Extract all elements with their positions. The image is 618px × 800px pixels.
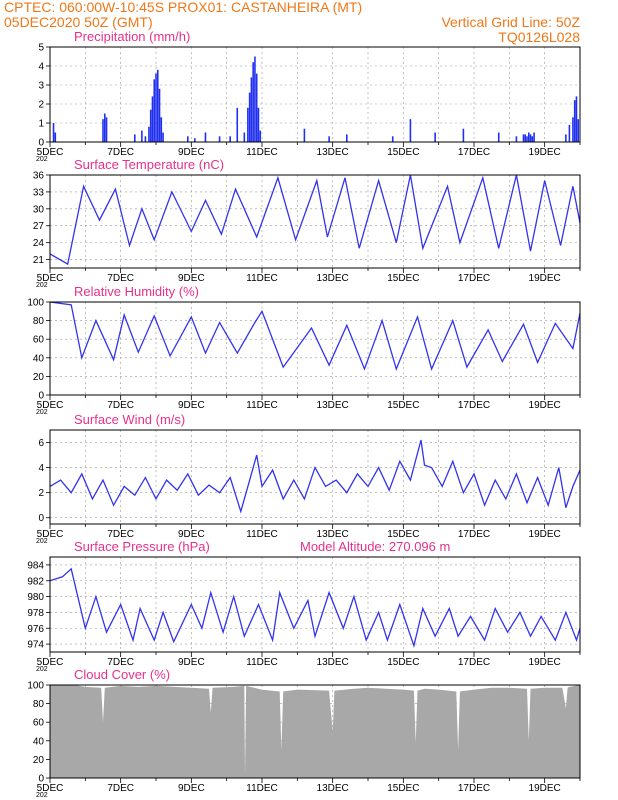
precipitation-bar: [145, 136, 147, 142]
x-date-label: 13DEC: [316, 783, 349, 794]
x-date-label: 7DEC: [107, 657, 135, 668]
x-date-label: 13DEC: [316, 147, 349, 158]
header-model-code: TQ0126L028: [498, 29, 580, 45]
panels: [27, 29, 580, 799]
x-date-label: 17DEC: [457, 657, 491, 668]
x-date-label: 9DEC: [177, 657, 205, 668]
humidity-line: [50, 302, 580, 369]
y-tick-label: 3: [38, 80, 44, 92]
y-tick-label: 5: [38, 42, 44, 54]
x-date-label: 7DEC: [107, 783, 135, 794]
precipitation-bar: [516, 136, 518, 142]
x-date-label: 9DEC: [177, 147, 205, 158]
y-tick-label: 978: [27, 607, 44, 619]
x-date-label: 11DEC: [246, 783, 278, 794]
y-tick-label: 60: [32, 334, 44, 346]
header-grid-note: Vertical Grid Line: 50Z: [441, 14, 580, 30]
x-date-label: 9DEC: [177, 529, 205, 540]
precipitation-bar: [434, 133, 436, 143]
panel-frame: [50, 430, 580, 524]
y-tick-label: 24: [32, 238, 44, 250]
precipitation-bar: [152, 96, 154, 142]
x-date-label: 5DEC: [36, 273, 64, 284]
pressure-line: [50, 569, 580, 646]
x-date-label: 9DEC: [177, 273, 205, 284]
precipitation-bar: [205, 133, 207, 143]
precipitation-bar: [304, 129, 306, 142]
precipitation-bar: [153, 79, 155, 142]
x-date-label: 15DEC: [387, 400, 420, 411]
x-date-label: 15DEC: [387, 783, 420, 794]
x-date-label: 11DEC: [246, 529, 278, 540]
x-date-label: 15DEC: [387, 273, 420, 284]
panel-frame: [50, 302, 580, 395]
x-year-label: 202: [36, 282, 48, 289]
precipitation-bar: [249, 93, 251, 142]
x-date-label: 7DEC: [107, 273, 135, 284]
x-date-label: 9DEC: [177, 400, 205, 411]
precipitation-bar: [463, 129, 465, 142]
precipitation-bar: [187, 136, 189, 142]
y-tick-label: 980: [27, 592, 44, 604]
x-year-label: 202: [36, 538, 48, 545]
y-tick-label: 80: [32, 316, 44, 328]
precipitation-bar: [55, 133, 57, 143]
precipitation-bar: [577, 119, 579, 142]
precipitation-bar: [569, 125, 571, 142]
y-tick-label: 21: [32, 255, 44, 267]
precipitation-bar: [141, 131, 143, 142]
x-date-label: 15DEC: [387, 529, 420, 540]
y-tick-label: 100: [27, 297, 44, 309]
y-tick-label: 80: [32, 699, 44, 711]
precipitation-bar: [346, 134, 348, 142]
y-tick-label: 974: [27, 639, 44, 651]
precipitation-bar: [252, 62, 254, 142]
y-tick-label: 40: [32, 353, 44, 365]
x-date-label: 5DEC: [36, 657, 64, 668]
precipitation-bar: [134, 134, 136, 142]
precipitation-bar: [258, 108, 260, 142]
x-date-label: 5DEC: [36, 400, 64, 411]
precipitation-bar: [236, 108, 238, 142]
precipitation-bar: [392, 136, 394, 142]
precipitation-bar: [532, 136, 534, 142]
precipitation-panel: [36, 29, 580, 163]
x-date-label: 17DEC: [457, 400, 491, 411]
x-date-label: 13DEC: [316, 273, 349, 284]
precipitation-bar: [53, 123, 55, 142]
cloud-cover-area: [50, 685, 580, 778]
x-date-label: 19DEC: [528, 273, 561, 284]
precipitation-bar: [254, 57, 256, 143]
x-year-label: 202: [36, 792, 48, 799]
precipitation-bar: [526, 136, 528, 142]
x-date-label: 15DEC: [387, 657, 420, 668]
precipitation-bar: [244, 133, 246, 143]
x-date-label: 19DEC: [528, 657, 561, 668]
x-date-label: 7DEC: [107, 400, 135, 411]
x-date-label: 11DEC: [246, 273, 278, 284]
y-tick-label: 2: [38, 488, 44, 500]
y-tick-label: 2: [38, 99, 44, 111]
x-date-label: 9DEC: [177, 783, 205, 794]
y-tick-label: 40: [32, 736, 44, 748]
header-date: 05DEC2020 50Z (GMT): [4, 14, 153, 30]
x-date-label: 5DEC: [36, 529, 64, 540]
x-date-label: 19DEC: [528, 147, 561, 158]
x-date-label: 17DEC: [457, 273, 491, 284]
model-altitude-label: Model Altitude: 270.096 m: [300, 539, 451, 554]
precipitation-bar: [102, 119, 104, 142]
y-tick-label: 60: [32, 717, 44, 729]
wind-panel: [36, 412, 580, 545]
precipitation-bar: [251, 77, 253, 142]
y-tick-label: 984: [27, 560, 44, 572]
y-tick-label: 100: [27, 680, 44, 692]
x-date-label: 19DEC: [528, 400, 561, 411]
cloud-cover-panel: [27, 667, 580, 799]
precipitation-bar: [150, 110, 152, 142]
x-date-label: 13DEC: [316, 657, 349, 668]
precipitation-bar: [148, 127, 150, 142]
temperature-title: Surface Temperature (nC): [74, 157, 225, 172]
precipitation-bar: [247, 108, 249, 142]
y-tick-label: 20: [32, 754, 44, 766]
precipitation-bar: [530, 134, 532, 142]
y-tick-label: 27: [32, 221, 44, 233]
temperature-panel: [33, 157, 580, 289]
x-date-label: 11DEC: [246, 400, 278, 411]
y-tick-label: 0: [38, 513, 44, 525]
x-date-label: 13DEC: [316, 529, 349, 540]
precipitation-bar: [157, 70, 159, 142]
precipitation-bar: [328, 136, 330, 142]
y-tick-label: 0: [38, 137, 44, 149]
precipitation-bar: [219, 136, 221, 142]
precipitation-title: Precipitation (mm/h): [74, 29, 191, 44]
y-tick-label: 0: [38, 390, 44, 402]
x-date-label: 19DEC: [528, 529, 561, 540]
y-tick-label: 20: [32, 371, 44, 383]
y-tick-label: 6: [38, 438, 44, 450]
x-year-label: 202: [36, 156, 48, 163]
precipitation-bar: [498, 133, 500, 143]
pressure-panel: [27, 539, 580, 673]
x-date-label: 15DEC: [387, 147, 420, 158]
humidity-title: Relative Humidity (%): [74, 284, 199, 299]
precipitation-bar: [524, 134, 526, 142]
precipitation-bar: [162, 133, 164, 143]
precipitation-bar: [161, 117, 163, 142]
precipitation-bar: [155, 74, 157, 142]
precipitation-bar: [523, 134, 525, 142]
x-date-label: 13DEC: [316, 400, 349, 411]
precipitation-bar: [194, 138, 196, 142]
panel-frame: [50, 175, 580, 268]
precipitation-bar: [104, 114, 106, 143]
y-tick-label: 30: [32, 204, 44, 216]
y-tick-label: 4: [38, 463, 44, 475]
humidity-panel: [27, 284, 580, 416]
y-tick-label: 1: [38, 118, 44, 130]
y-tick-label: 4: [38, 61, 44, 73]
precipitation-bar: [574, 100, 576, 142]
precipitation-bar: [533, 133, 535, 143]
temperature-line: [50, 175, 580, 264]
precipitation-bar: [576, 96, 578, 142]
wind-title: Surface Wind (m/s): [74, 412, 186, 427]
x-date-label: 11DEC: [246, 657, 278, 668]
wind-line: [50, 440, 580, 512]
y-tick-label: 976: [27, 623, 44, 635]
precipitation-bar: [159, 89, 161, 142]
precipitation-bar: [565, 134, 567, 142]
x-date-label: 7DEC: [107, 529, 135, 540]
x-date-label: 5DEC: [36, 783, 64, 794]
y-tick-label: 0: [38, 773, 44, 785]
x-date-label: 17DEC: [457, 783, 491, 794]
x-date-label: 19DEC: [528, 783, 561, 794]
y-tick-label: 982: [27, 576, 44, 588]
x-date-label: 7DEC: [107, 147, 135, 158]
header-line1: CPTEC: 060:00W-10:45S PROX01: CASTANHEIRA (MT): [4, 0, 363, 15]
y-tick-label: 33: [32, 187, 44, 199]
precipitation-bar: [528, 133, 530, 143]
x-date-label: 11DEC: [246, 147, 278, 158]
precipitation-bar: [572, 117, 574, 142]
pressure-title: Surface Pressure (hPa): [74, 539, 210, 554]
cloud-cover-title: Cloud Cover (%): [74, 667, 171, 682]
x-date-label: 17DEC: [457, 529, 491, 540]
precipitation-bar: [229, 136, 231, 142]
y-tick-label: 36: [32, 170, 44, 182]
x-date-label: 5DEC: [36, 147, 64, 158]
precipitation-bar: [410, 119, 412, 142]
precipitation-bar: [259, 131, 261, 142]
x-year-label: 202: [36, 666, 48, 673]
x-year-label: 202: [36, 409, 48, 416]
x-date-label: 17DEC: [457, 147, 491, 158]
precipitation-bar: [106, 117, 108, 142]
precipitation-bar: [256, 74, 258, 142]
panel-frame: [50, 47, 580, 142]
